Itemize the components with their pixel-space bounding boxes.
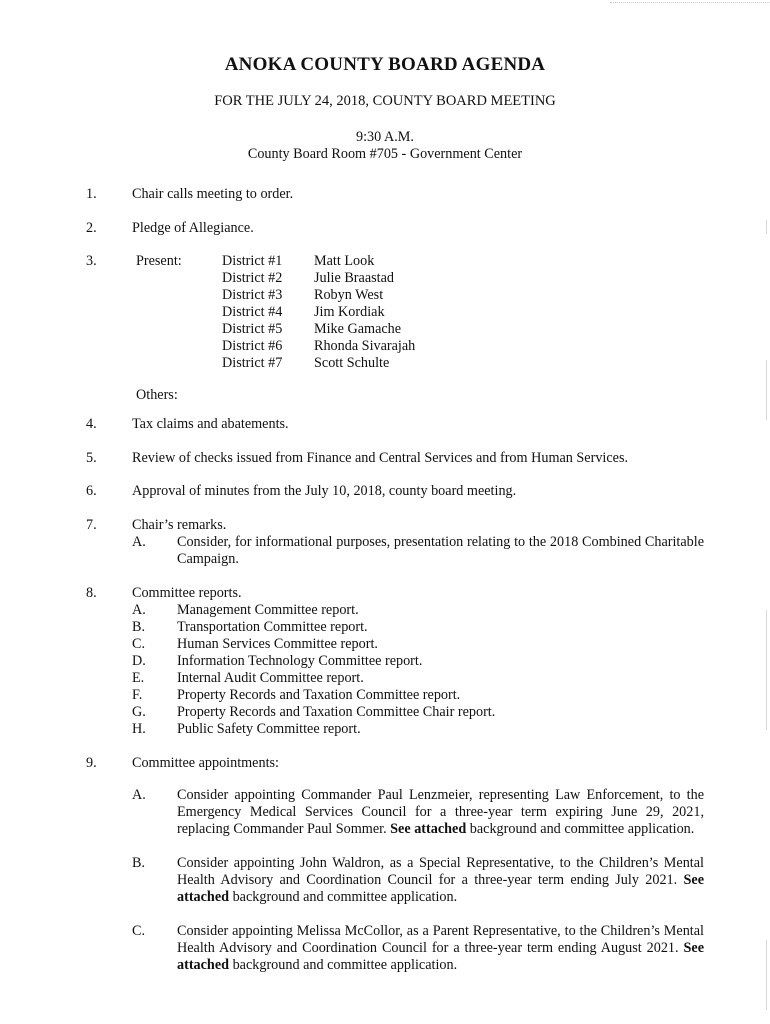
district-label: District #4 bbox=[222, 304, 283, 320]
present-label: Present: bbox=[136, 253, 182, 269]
item-number: 9. bbox=[86, 755, 97, 771]
appointment-tail: background and committee application. bbox=[232, 889, 458, 905]
item-text: Tax claims and abatements. bbox=[132, 416, 289, 432]
sub-item-letter: E. bbox=[132, 670, 145, 686]
item-number: 4. bbox=[86, 416, 97, 432]
sub-item-text: Human Services Committee report. bbox=[177, 636, 378, 652]
item-text: Committee appointments: bbox=[132, 755, 279, 771]
sub-item bbox=[132, 653, 704, 670]
item-text: Chair’s remarks. bbox=[132, 517, 227, 533]
member-name: Scott Schulte bbox=[314, 355, 390, 371]
sub-item-letter: B. bbox=[132, 855, 146, 871]
meeting-time: 9:30 A.M. bbox=[356, 129, 414, 145]
sub-item-letter: C. bbox=[132, 923, 146, 939]
sub-item-text bbox=[177, 855, 704, 906]
sub-item-text bbox=[177, 923, 704, 974]
page-title: ANOKA COUNTY BOARD AGENDA bbox=[224, 54, 546, 75]
sub-item-text: Property Records and Taxation Committee Chair report. bbox=[177, 704, 496, 720]
others-label: Others: bbox=[136, 387, 178, 403]
appointment-tail: background and committee application. bbox=[232, 957, 458, 973]
scan-artifact bbox=[610, 2, 770, 3]
see-attached-label: See attached bbox=[390, 821, 467, 837]
item-number: 1. bbox=[86, 186, 97, 202]
member-name: Jim Kordiak bbox=[314, 304, 385, 320]
sub-item-letter: G. bbox=[132, 704, 146, 720]
district-label: District #2 bbox=[222, 270, 283, 286]
sub-item bbox=[132, 721, 704, 738]
sub-item bbox=[132, 687, 704, 704]
item-body bbox=[132, 755, 704, 974]
item-text: Chair calls meeting to order. bbox=[132, 186, 294, 202]
scan-artifact bbox=[766, 220, 767, 234]
district-label: District #7 bbox=[222, 355, 283, 371]
item-body bbox=[132, 585, 704, 738]
sub-item bbox=[132, 619, 704, 636]
sub-item-text: Property Records and Taxation Committee report. bbox=[177, 687, 461, 703]
sub-item-text: Public Safety Committee report. bbox=[177, 721, 361, 737]
sub-item bbox=[132, 923, 704, 974]
item-number: 7. bbox=[86, 517, 97, 533]
sub-item-letter: D. bbox=[132, 653, 146, 669]
sub-item-text: Transportation Committee report. bbox=[177, 619, 368, 635]
member-name: Robyn West bbox=[314, 287, 384, 303]
item-number: 3. bbox=[86, 253, 97, 269]
district-label: District #3 bbox=[222, 287, 283, 303]
item-text: Approval of minutes from the July 10, 2018, county board meeting. bbox=[132, 483, 517, 499]
item-body bbox=[132, 517, 704, 568]
meeting-location: County Board Room #705 - Government Center bbox=[247, 146, 523, 162]
sub-item bbox=[132, 704, 704, 721]
see-attached-label: See attached bbox=[177, 872, 705, 905]
sub-item-text: Information Technology Committee report. bbox=[177, 653, 423, 669]
sub-item bbox=[132, 787, 704, 838]
member-name: Julie Braastad bbox=[314, 270, 394, 286]
district-label: District #1 bbox=[222, 253, 283, 269]
sub-item bbox=[132, 636, 704, 653]
sub-item-letter: B. bbox=[132, 619, 146, 635]
sub-item-letter: C. bbox=[132, 636, 146, 652]
district-label: District #5 bbox=[222, 321, 283, 337]
sub-item-letter: F. bbox=[132, 687, 143, 703]
see-attached-label: See attached bbox=[177, 940, 705, 973]
item-number: 5. bbox=[86, 450, 97, 466]
item-number: 6. bbox=[86, 483, 97, 499]
item-text: Committee reports. bbox=[132, 585, 242, 601]
meeting-date: FOR THE JULY 24, 2018, COUNTY BOARD MEETING bbox=[214, 93, 556, 109]
district-label: District #6 bbox=[222, 338, 283, 354]
member-name: Mike Gamache bbox=[314, 321, 402, 337]
sub-item bbox=[132, 602, 704, 619]
sub-item-text: Consider, for informational purposes, presentation relating to the 2018 Combined Charitable Campaign. bbox=[177, 534, 704, 567]
sub-item-text: Internal Audit Committee report. bbox=[177, 670, 364, 686]
sub-item-letter: H. bbox=[132, 721, 146, 737]
appointment-text: Consider appointing Commander Paul Lenzmeier, representing Law Enforcement, to the Emergency Medical Services Council for a three-year term expiring June 29, 2021, replacing Commander Paul Sommer. bbox=[177, 787, 704, 837]
item-number: 8. bbox=[86, 585, 97, 601]
sub-item bbox=[132, 534, 704, 568]
scan-artifact bbox=[766, 360, 767, 420]
item-text: Review of checks issued from Finance and Central Services and from Human Services. bbox=[132, 450, 629, 466]
appointment-text: Consider appointing Melissa McCollor, as a Parent Representative, to the Children’s Mental Health Advisory and Coordination Council for a three-year term ending August 2021. bbox=[177, 923, 704, 956]
item-number: 2. bbox=[86, 220, 97, 236]
scan-artifact bbox=[766, 610, 767, 730]
sub-item-letter: A. bbox=[132, 602, 146, 618]
sub-item bbox=[132, 670, 704, 687]
scan-artifact bbox=[766, 940, 767, 1010]
sub-item-text: Management Committee report. bbox=[177, 602, 359, 618]
sub-item-letter: A. bbox=[132, 534, 146, 550]
sub-item bbox=[132, 855, 704, 906]
member-name: Rhonda Sivarajah bbox=[314, 338, 416, 354]
sub-item-text bbox=[177, 787, 704, 838]
appointment-text: Consider appointing John Waldron, as a Special Representative, to the Children’s Mental Health Advisory and Coordination Council for a three-year term ending July 2021. bbox=[177, 855, 704, 888]
member-name: Matt Look bbox=[314, 253, 375, 269]
item-text: Pledge of Allegiance. bbox=[132, 220, 254, 236]
appointment-tail: background and committee application. bbox=[469, 821, 695, 837]
sub-item-letter: A. bbox=[132, 787, 146, 803]
